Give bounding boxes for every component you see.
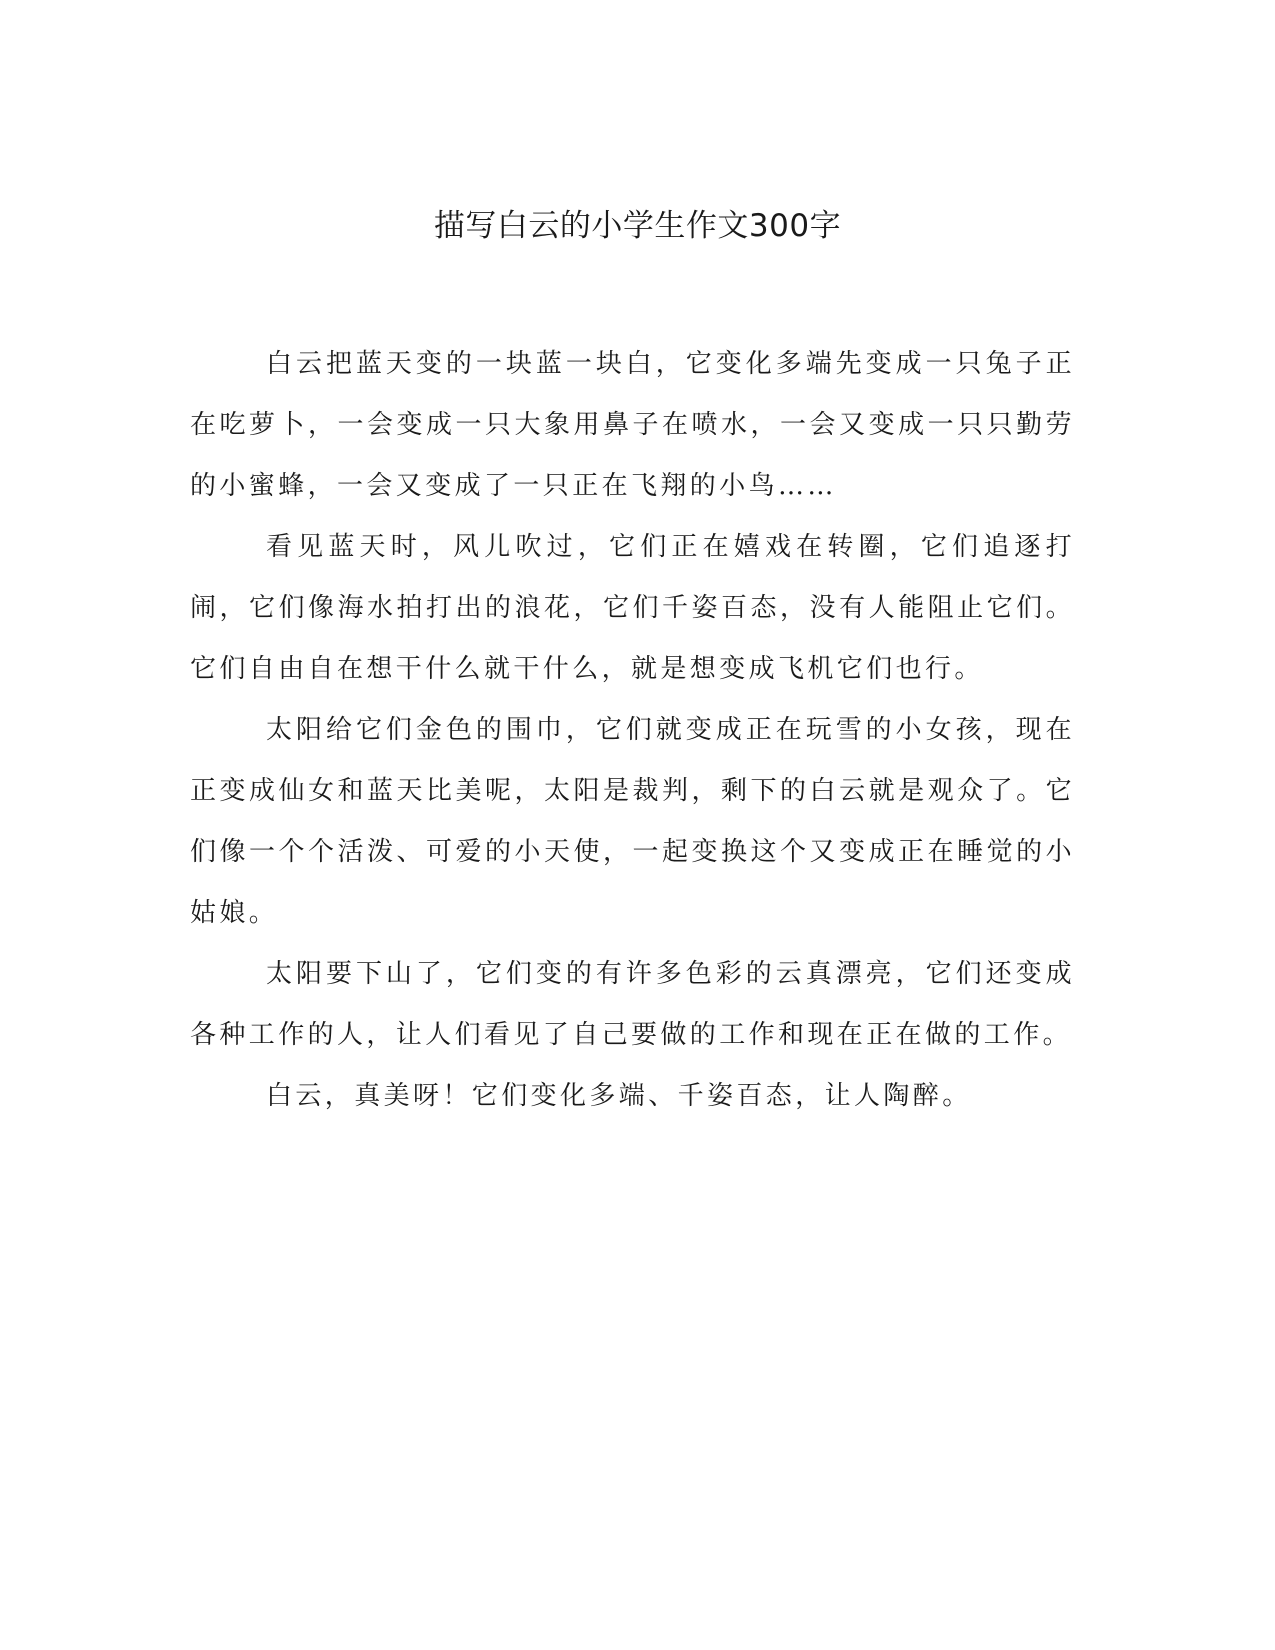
paragraph-3: 太阳给它们金色的围巾，它们就变成正在玩雪的小女孩，现在正变成仙女和蓝天比美呢，太阳是裁判，剩下的白云就是观众了。它们像一个个活泼、可爱的小天使，一起变换这个又变成正在睡觉的小姑娘。 [190, 715, 1075, 928]
document-body [190, 334, 1075, 1127]
document-title: 描写白云的小学生作文300字 [433, 208, 842, 244]
paragraph-2: 看见蓝天时，风儿吹过，它们正在嬉戏在转圈，它们追逐打闹，它们像海水拍打出的浪花，它们千姿百态，没有人能阻止它们。它们自由自在想干什么就干什么，就是想变成飞机它们也行。 [190, 532, 1075, 684]
paragraph-4: 太阳要下山了，它们变的有许多色彩的云真漂亮，它们还变成各种工作的人，让人们看见了自己要做的工作和现在正在做的工作。 [190, 959, 1075, 1050]
paragraph-5: 白云，真美呀！它们变化多端、千姿百态，让人陶醉。 [266, 1081, 972, 1111]
paragraph-1: 白云把蓝天变的一块蓝一块白，它变化多端先变成一只兔子正在吃萝卜，一会变成一只大象用鼻子在喷水，一会又变成一只只勤劳的小蜜蜂，一会又变成了一只正在飞翔的小鸟…… [190, 349, 1075, 501]
